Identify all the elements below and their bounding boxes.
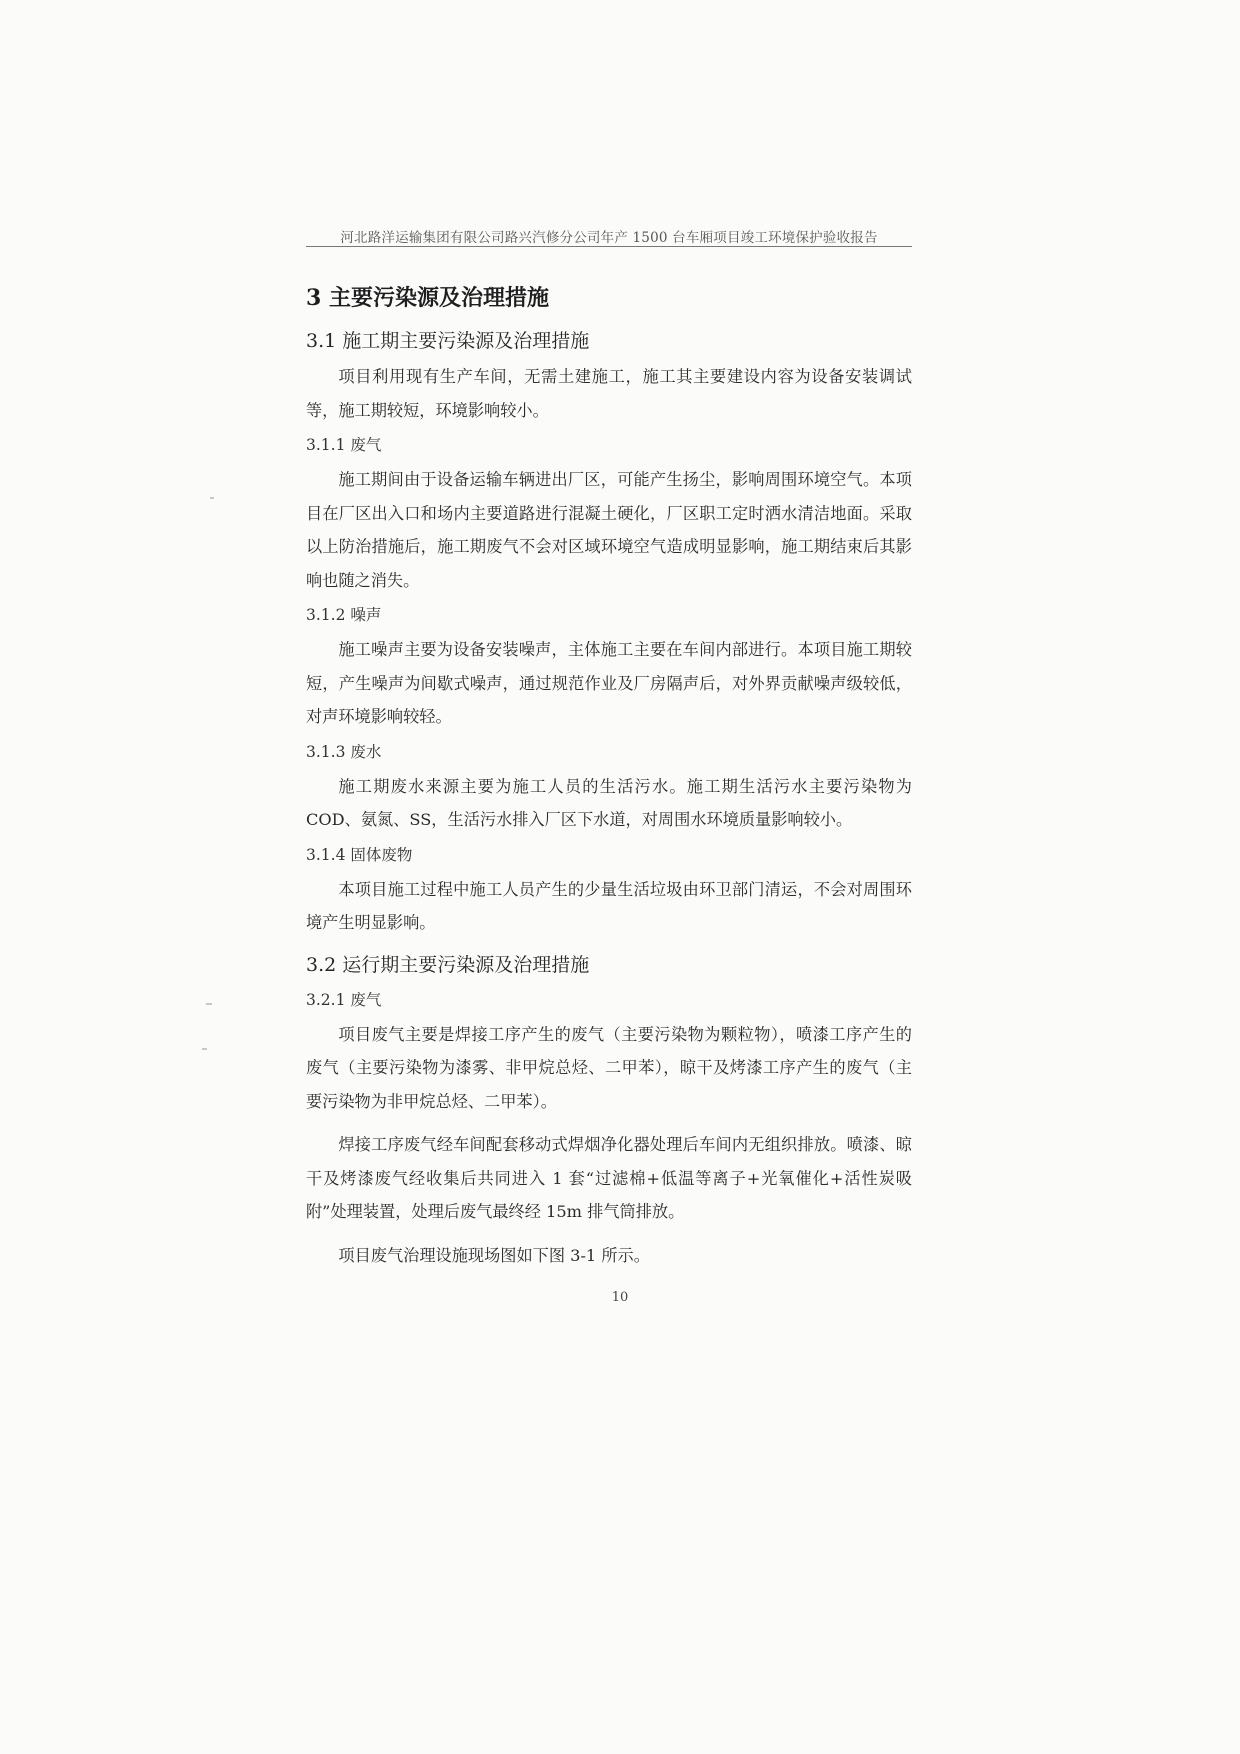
section-3-1-1-title: 3.1.1 废气 bbox=[306, 436, 382, 454]
section-3-1-3-title: 3.1.3 废水 bbox=[306, 742, 382, 761]
section-3-1-2-text: 施工噪声主要为设备安装噪声，主体施工主要在车间内部进行。本项目施工期较短，产生噪声为间歇式噪声，通过规范作业及厂房隔声后，对外界贡献噪声级较低，对声环境影响较轻。 bbox=[306, 640, 912, 726]
section-3-2-1-text-1: 项目废气主要是焊接工序产生的废气（主要污染物为颗粒物），喷漆工序产生的废气（主要污染物为漆雾、非甲烷总烃、二甲苯），晾干及烤漆工序产生的废气（主要污染物为非甲烷总烃、二甲苯）。 bbox=[306, 1024, 912, 1111]
page-number: 10 bbox=[611, 1290, 629, 1305]
section-3-1-3-text: 施工期废水来源主要为施工人员的生活污水。施工期生活污水主要污染物为 COD、氨氮、SS，生活污水排入厂区下水道，对周围水环境质量影响较小。 bbox=[306, 776, 912, 829]
chapter-title: 3 主要污染源及治理措施 bbox=[306, 285, 549, 311]
section-3-2-1-text-3: 项目废气治理设施现场图如下图 3-1 所示。 bbox=[338, 1245, 650, 1265]
section-3-1-1-text: 施工期间由于设备运输车辆进出厂区，可能产生扬尘，影响周围环境空气。本项目在厂区出入口和场内主要道路进行混凝土硬化，厂区职工定时洒水清洁地面。采取以上防治措施后，施工期废气不会对区域环境空气造成明显影响，施工期结束后其影响也随之消失。 bbox=[306, 470, 912, 590]
scan-speck bbox=[206, 1003, 212, 1005]
section-3-2-1-text-2: 焊接工序废气经车间配套移动式焊烟净化器处理后车间内无组织排放。喷漆、晾干及烤漆废气经收集后共同进入 1 套“过滤棉+低温等离子+光氧催化+活性炭吸附”处理装置，处理后废气最终经 15m 排气筒排放。 bbox=[306, 1135, 912, 1221]
page-content bbox=[306, 270, 912, 1272]
section-3-2-1-title: 3.2.1 废气 bbox=[306, 990, 382, 1009]
scan-speck bbox=[202, 1048, 207, 1050]
section-3-2-title: 3.2 运行期主要污染源及治理措施 bbox=[306, 953, 590, 976]
section-3-1-4-text: 本项目施工过程中施工人员产生的少量生活垃圾由环卫部门清运，不会对周围环境产生明显影响。 bbox=[306, 879, 912, 932]
running-header: 河北路洋运输集团有限公司路兴汽修分公司年产 1500 台车厢项目竣工环境保护验收报告 bbox=[340, 230, 878, 246]
section-3-1-intro: 项目利用现有生产车间，无需土建施工，施工其主要建设内容为设备安装调试等，施工期较短，环境影响较小。 bbox=[306, 367, 912, 420]
scan-speck bbox=[210, 497, 214, 499]
section-3-1-2-title: 3.1.2 噪声 bbox=[306, 606, 382, 624]
section-3-1-4-title: 3.1.4 固体废物 bbox=[306, 845, 413, 864]
header-rule bbox=[306, 246, 912, 247]
section-3-1-title: 3.1 施工期主要污染源及治理措施 bbox=[306, 330, 590, 352]
